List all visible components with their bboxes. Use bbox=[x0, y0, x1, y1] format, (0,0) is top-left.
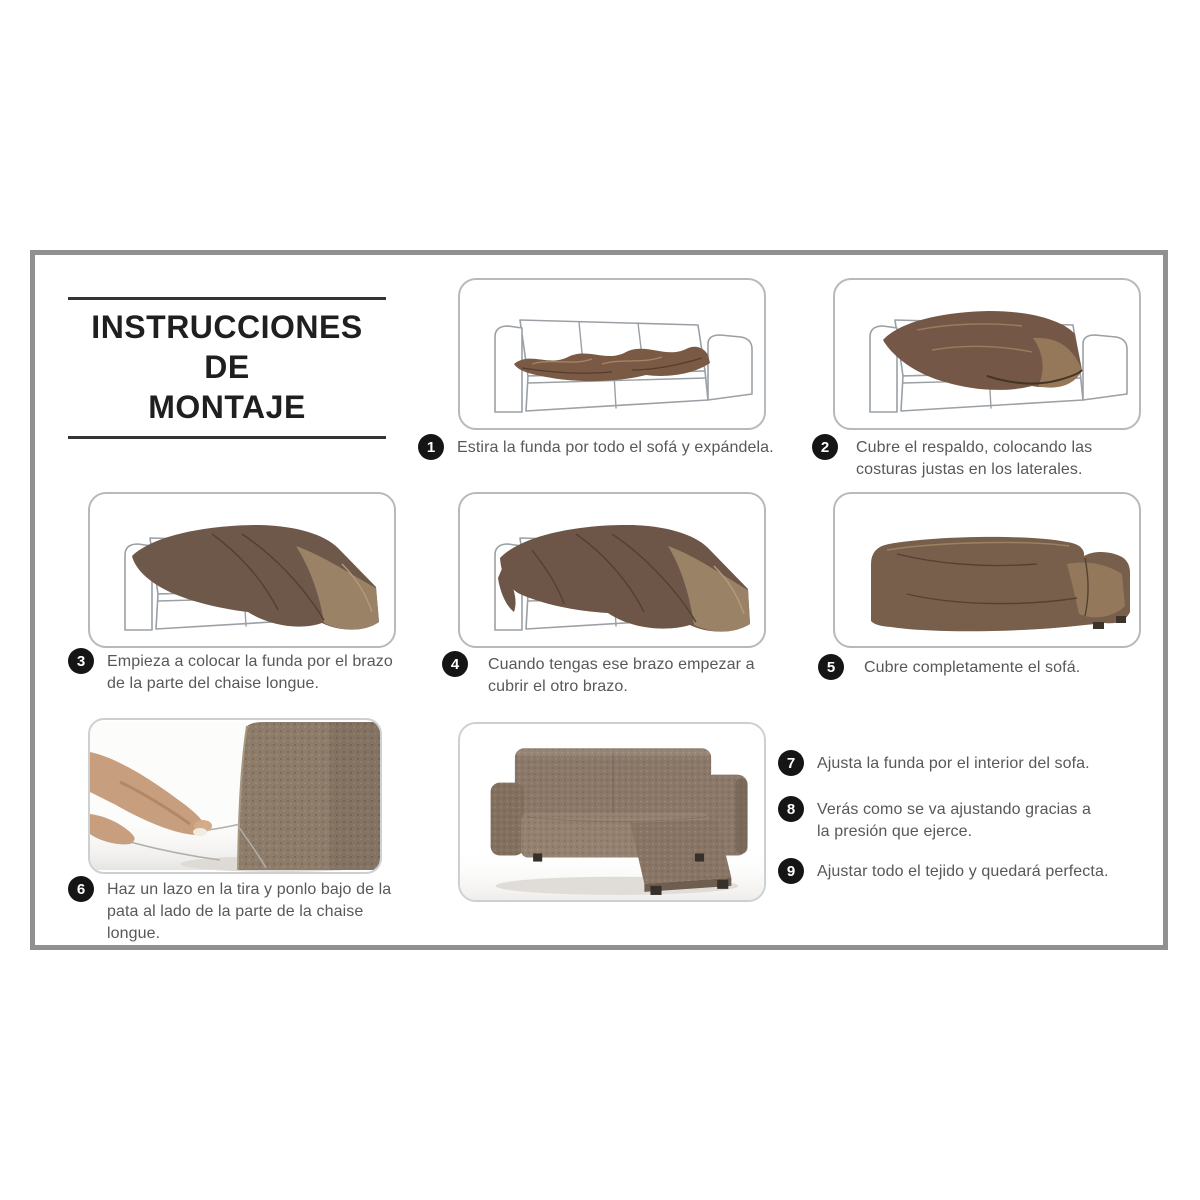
step-7-number-badge: 7 bbox=[778, 750, 804, 776]
step-1-number-badge: 1 bbox=[418, 434, 444, 460]
sofa-cover-on-chaise-arm-drawing bbox=[90, 494, 394, 646]
step-4-caption bbox=[442, 651, 756, 698]
sofa-cover-over-back-drawing bbox=[835, 280, 1139, 428]
step-4-text: Cuando tengas ese brazo empezar a cubrir el otro brazo. bbox=[488, 656, 755, 695]
step-5-text: Cubre completamente el sofá. bbox=[864, 659, 1081, 676]
step-6-caption bbox=[68, 876, 421, 944]
step-3-number-badge: 3 bbox=[68, 648, 94, 674]
step-7-caption bbox=[778, 750, 1167, 776]
sofa-cover-toward-other-arm-drawing bbox=[460, 494, 764, 646]
step-5-caption bbox=[818, 654, 1164, 680]
step-4-number-badge: 4 bbox=[442, 651, 468, 677]
fitted-cover-sofa-photo bbox=[460, 724, 764, 900]
step-6-text: Haz un lazo en la tira y ponlo bajo de la pata al lado de la parte de la chaise longue. bbox=[107, 881, 392, 942]
step-6-photo bbox=[88, 718, 382, 874]
title-line-2: DE bbox=[204, 349, 250, 385]
cover-fabric bbox=[871, 537, 1130, 631]
step-8-number-badge: 8 bbox=[778, 796, 804, 822]
step-9-text: Ajustar todo el tejido y quedará perfecta. bbox=[817, 863, 1109, 880]
step-3-illustration bbox=[88, 492, 396, 648]
step-8-text: Verás como se va ajustando gracias a la presión que ejerce. bbox=[817, 801, 1091, 840]
step-1-illustration bbox=[458, 278, 766, 430]
title-line-3: MONTAJE bbox=[148, 389, 306, 425]
title-block bbox=[68, 297, 386, 439]
step-7-photo bbox=[458, 722, 766, 902]
step-2-number-badge: 2 bbox=[812, 434, 838, 460]
page-title bbox=[68, 300, 386, 436]
step-9-number-badge: 9 bbox=[778, 858, 804, 884]
sofa-fully-covered-drawing bbox=[835, 494, 1139, 646]
step-3-text: Empieza a colocar la funda por el brazo de la parte del chaise longue. bbox=[107, 653, 393, 692]
step-3-caption bbox=[68, 648, 407, 695]
step-6-number-badge: 6 bbox=[68, 876, 94, 902]
step-8-caption bbox=[778, 796, 1092, 843]
step-2-caption bbox=[812, 434, 1118, 481]
step-7-text: Ajusta la funda por el interior del sofa. bbox=[817, 755, 1090, 772]
step-2-text: Cubre el respaldo, colocando las costuras justas en los laterales. bbox=[856, 439, 1093, 478]
step-1-text: Estira la funda por todo el sofá y expándela. bbox=[457, 439, 774, 456]
step-2-illustration bbox=[833, 278, 1141, 430]
title-line-1: INSTRUCCIONES bbox=[91, 309, 363, 345]
step-5-number-badge: 5 bbox=[818, 654, 844, 680]
hands-tying-cord-photo bbox=[90, 720, 380, 872]
step-1-caption bbox=[418, 434, 817, 460]
step-4-illustration bbox=[458, 492, 766, 648]
sofa-outline-cover-on-seats-drawing bbox=[460, 280, 764, 428]
title-rule-bottom bbox=[68, 436, 386, 439]
sofa-corner-fabric bbox=[238, 722, 380, 870]
step-5-illustration bbox=[833, 492, 1141, 648]
step-9-caption bbox=[778, 858, 1167, 884]
